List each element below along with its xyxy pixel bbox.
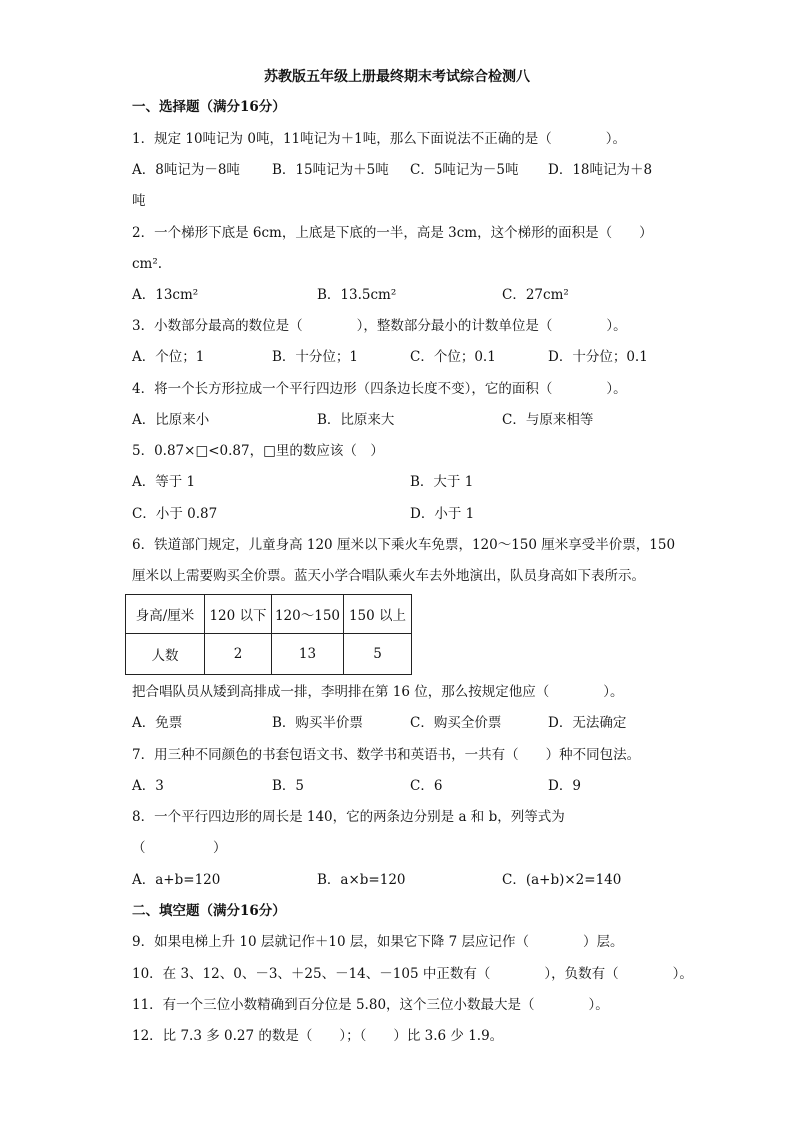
q7-stem: 7．用三种不同颜色的书套包语文书、数学书和英语书，一共有（ ）种不同包法。: [132, 747, 641, 763]
q9-stem: 9．如果电梯上升 10 层就记作＋10 层，如果它下降 7 层应记作（ ）层。: [132, 934, 624, 950]
q4-stem: 4．将一个长方形拉成一个平行四边形（四条边长度不变），它的面积（ ）。: [132, 381, 627, 397]
table-cell: 人数: [126, 634, 205, 675]
q7-option-a[interactable]: A．3: [132, 778, 164, 794]
q11-stem: 11．有一个三位小数精确到百分位是 5.80，这个三位小数最大是（ ）。: [132, 997, 609, 1013]
q6-option-d[interactable]: D．无法确定: [548, 715, 627, 731]
q6-stem-line1: 6．铁道部门规定，儿童身高 120 厘米以下乘火车免票，120～150 厘米享受半价票，150: [132, 537, 676, 553]
q6-option-a[interactable]: A．免票: [132, 715, 183, 731]
q3-option-c[interactable]: C．个位；0.1: [410, 349, 496, 365]
table-row: [126, 634, 412, 675]
q1-option-b[interactable]: B．15吨记为＋5吨: [272, 162, 389, 178]
q1-stem: 1．规定 10吨记为 0吨，11吨记为＋1吨，那么下面说法不正确的是（ ）。: [132, 131, 626, 147]
q4-option-c[interactable]: C．与原来相等: [502, 412, 594, 428]
q2-option-a[interactable]: A．13cm²: [132, 287, 199, 303]
table-header-cell: 150 以上: [344, 595, 412, 634]
q7-option-b[interactable]: B．5: [272, 778, 305, 794]
q12-stem: 12．比 7.3 多 0.27 的数是（ ）；（ ）比 3.6 少 1.9。: [132, 1028, 504, 1044]
q8-option-a[interactable]: A．a+b=120: [132, 872, 221, 888]
section2-heading: 二、填空题（满分16分）: [132, 903, 286, 919]
q7-option-c[interactable]: C．6: [410, 778, 443, 794]
q10-stem: 10．在 3、12、0、－3、＋25、－14、－105 中正数有（ ），负数有（ ）。: [132, 966, 693, 982]
table-header-cell: 120～150: [272, 595, 344, 634]
q8-stem: 8．一个平行四边形的周长是 140，它的两条边分别是 a 和 b，列等式为: [132, 809, 565, 825]
q3-option-b[interactable]: B．十分位；1: [272, 349, 359, 365]
q1-continuation: 吨: [132, 193, 146, 209]
q2-continuation: cm².: [132, 256, 163, 272]
q2-option-b[interactable]: B．13.5cm²: [317, 287, 397, 303]
q7-option-d[interactable]: D．9: [548, 778, 581, 794]
table-header-row: [126, 595, 412, 634]
q2-stem: 2．一个梯形下底是 6cm，上底是下底的一半，高是 3cm，这个梯形的面积是（ ）: [132, 225, 653, 241]
q8-answer-blank[interactable]: （ ）: [132, 840, 227, 856]
q3-option-a[interactable]: A．个位；1: [132, 349, 205, 365]
q5-option-c[interactable]: C．小于 0.87: [132, 506, 218, 522]
q5-option-b[interactable]: B．大于 1: [410, 474, 474, 490]
q8-option-c[interactable]: C．(a+b)×2=140: [502, 872, 622, 888]
q1-option-a[interactable]: A．8吨记为－8吨: [132, 162, 240, 178]
q1-option-c[interactable]: C．5吨记为－5吨: [410, 162, 519, 178]
table-cell: 5: [344, 634, 412, 675]
table-header-cell: 身高/厘米: [126, 595, 205, 634]
q6-option-c[interactable]: C．购买全价票: [410, 715, 502, 731]
q2-option-c[interactable]: C．27cm²: [502, 287, 569, 303]
page-title: 苏教版五年级上册最终期末考试综合检测八: [264, 69, 530, 85]
section1-heading: 一、选择题（满分16分）: [132, 99, 286, 115]
table-cell: 2: [205, 634, 272, 675]
q3-option-d[interactable]: D．十分位；0.1: [548, 349, 648, 365]
q1-option-d[interactable]: D．18吨记为＋8: [548, 162, 653, 178]
q3-stem: 3．小数部分最高的数位是（ ），整数部分最小的计数单位是（ ）。: [132, 318, 627, 334]
q6-stem-line2: 厘米以上需要购买全价票。蓝天小学合唱队乘火车去外地演出，队员身高如下表所示。: [132, 568, 645, 584]
q4-option-b[interactable]: B．比原来大: [317, 412, 395, 428]
q5-option-d[interactable]: D．小于 1: [410, 506, 475, 522]
q6-question: 把合唱队员从矮到高排成一排，李明排在第 16 位，那么按规定他应（ ）。: [132, 684, 624, 700]
table-header-cell: 120 以下: [205, 595, 272, 634]
q8-option-b[interactable]: B．a×b=120: [317, 872, 406, 888]
table-cell: 13: [272, 634, 344, 675]
q5-stem: 5．0.87×□<0.87，□里的数应该（ ）: [132, 443, 384, 459]
height-table: [125, 594, 412, 675]
q5-option-a[interactable]: A．等于 1: [132, 474, 196, 490]
q4-option-a[interactable]: A．比原来小: [132, 412, 210, 428]
q6-option-b[interactable]: B．购买半价票: [272, 715, 363, 731]
